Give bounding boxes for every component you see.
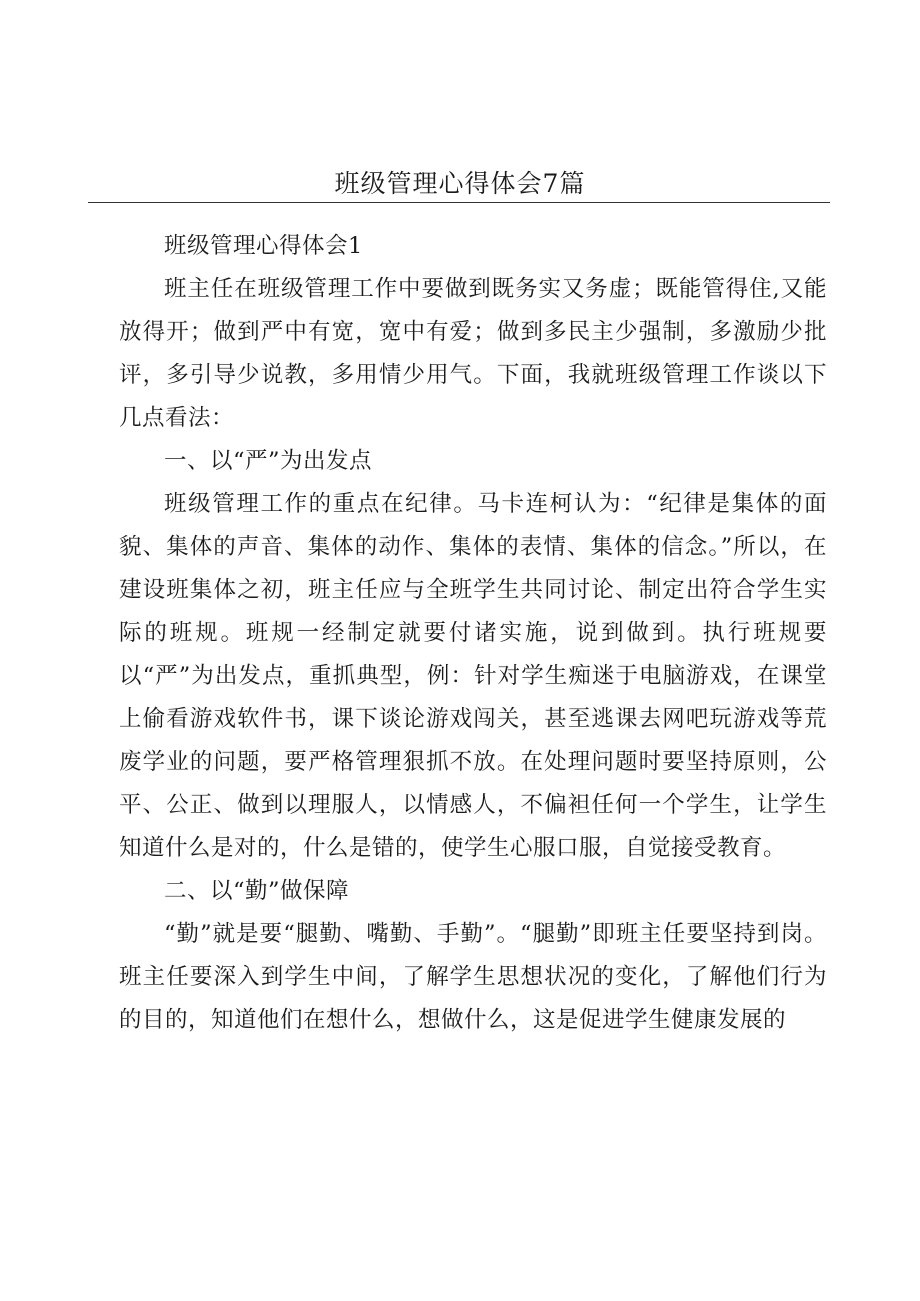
- section-heading-1: 班级管理心得体会1: [164, 233, 363, 259]
- title-divider: [88, 202, 830, 203]
- section-heading-strict: 一、以“严”为出发点: [164, 448, 373, 474]
- document-body: [119, 225, 827, 1042]
- section-heading-diligence: 二、以“勤”做保障: [164, 878, 350, 904]
- paragraph-diligence: “勤”就是要“腿勤、嘴勤、手勤”。“腿勤”即班主任要坚持到岗。班主任要深入到学生中间，了解学生思想状况的变化，了解他们行为的目的，知道他们在想什么，想做什么，这是促进学生健康发展的: [119, 921, 827, 1033]
- paragraph-strict: 班级管理工作的重点在纪律。马卡连柯认为：“纪律是集体的面貌、集体的声音、集体的动作、集体的表情、集体的信念。”所以，在建设班集体之初，班主任应与全班学生共同讨论、制定出符合学生实际的班规。班规一经制定就要付诸实施，说到做到。执行班规要以“严”为出发点，重抓典型，例：针对学生痴迷于电脑游戏，在课堂上偷看游戏软件书，课下谈论游戏闯关，甚至逃课去网吧玩游戏等荒废学业的问题，要严格管理狠抓不放。在处理问题时要坚持原则，公平、公正、做到以理服人，以情感人，不偏袒任何一个学生，让学生知道什么是对的，什么是错的，使学生心服口服，自觉接受教育。: [119, 491, 827, 861]
- paragraph-intro: 班主任在班级管理工作中要做到既务实又务虚；既能管得住,又能放得开；做到严中有宽，宽中有爱；做到多民主少强制，多激励少批评，多引导少说教，多用情少用气。下面，我就班级管理工作谈以下几点看法：: [119, 276, 827, 431]
- document-title: 班级管理心得体会7篇: [334, 169, 586, 198]
